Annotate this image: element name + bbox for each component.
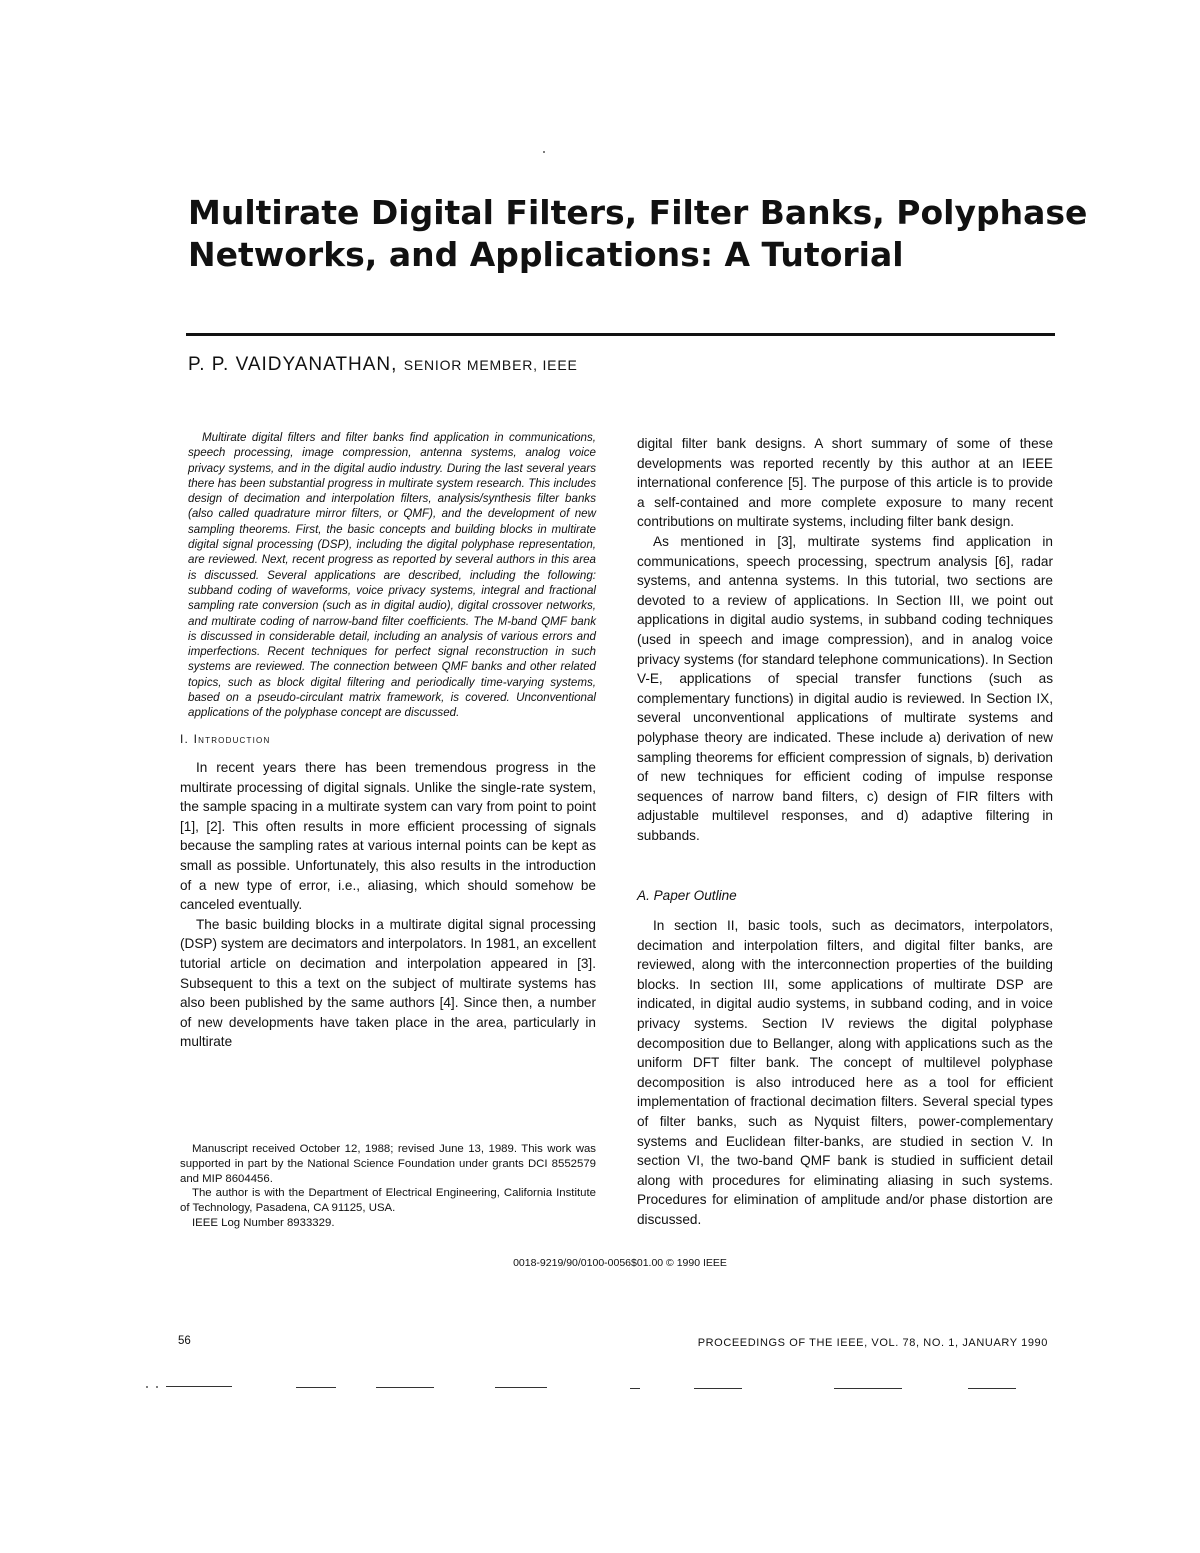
section-heading-introduction: I. Introduction — [180, 732, 271, 746]
author-name: P. P. VAIDYANATHAN, — [188, 354, 398, 375]
scan-speck — [156, 1386, 158, 1388]
scan-dash — [630, 1388, 640, 1389]
running-head: PROCEEDINGS OF THE IEEE, VOL. 78, NO. 1, JANUARY 1990 — [697, 1337, 1048, 1349]
introduction-body — [180, 758, 596, 1052]
scan-dash — [166, 1386, 232, 1387]
paragraph: The basic building blocks in a multirate digital signal processing (DSP) system are decimators and interpolators. In 1981, an excellent tutorial article on decimation and interpolation appeared in [3]. Subsequent to this a text on the subject of multirate systems has also been published by the same authors [4]. Since then, a number of new developments have taken place in the area, particularly in multirate — [180, 916, 596, 1050]
paragraph: digital filter bank designs. A short summary of some of these developments was reported recently by this author at an IEEE international conference [5]. The purpose of this article is to provide a self-contained and more complete exposure to many recent contributions on multirate systems, including filter bank design. — [637, 436, 1053, 530]
scan-dash — [968, 1388, 1016, 1389]
scan-speck — [146, 1386, 148, 1388]
scan-dash — [495, 1387, 547, 1388]
author-grade: SENIOR MEMBER, IEEE — [403, 357, 578, 373]
title-rule — [186, 333, 1055, 336]
paper-outline-body — [637, 916, 1053, 1230]
scan-dash — [694, 1388, 742, 1389]
subsection-heading-paper-outline: A. Paper Outline — [637, 888, 737, 903]
scan-dash — [296, 1387, 336, 1388]
footnote: Manuscript received October 12, 1988; revised June 13, 1989. This work was supported in part by the National Science Foundation under grants DCI 8552579 and MIP 8604456. — [180, 1143, 596, 1185]
paper-title: Multirate Digital Filters, Filter Banks, Polyphase Networks, and Applications: A Tutorial — [188, 193, 1088, 274]
right-column-body — [637, 434, 1053, 845]
copyright-line: 0018-9219/90/0100-0056$01.00 © 1990 IEEE — [513, 1257, 727, 1269]
scan-speck — [543, 151, 545, 153]
paragraph: In section II, basic tools, such as decimators, interpolators, decimation and interpolation filters, and digital filter banks, are reviewed, along with the interconnection properties of the building blocks. In section III, some applications of multirate DSP are indicated, in digital audio systems, in subband coding, and in voice privacy systems. Section IV reviews the digital polyphase decomposition due to Bellanger, along with applications such as the uniform DFT filter bank. The concept of multilevel polyphase decomposition is also introduced here as a tool for efficient implementation of fractional decimation filters. Several special types of filter banks, such as Nyquist filters, power-complementary systems and Euclidean filter-banks, are studied in section V. In section VI, the two-band QMF bank is studied in sufficient detail along with procedures for eliminating aliasing in such systems. Procedures for elimination of amplitude and/or phase distortion are discussed. — [637, 918, 1053, 1227]
scan-dash — [834, 1388, 902, 1389]
abstract: Multirate digital filters and filter banks find application in communications, speech processing, image compression, antenna systems, analog voice privacy systems, and in the digital audio industry. During the last several years there has been substantial progress in multirate system research. This includes design of decimation and interpolation filters, analysis/synthesis filter banks (also called quadrature mirror filters, or QMF), and the development of new sampling theorems. First, the basic concepts and building blocks in multirate digital signal processing (DSP), including the digital polyphase representation, are reviewed. Next, recent progress as reported by several authors in this area is discussed. Several applications are described, including the following: subband coding of waveforms, voice privacy systems, integral and fractional sampling rate conversion (such as in digital audio), digital crossover networks, and multirate coding of narrow-band filter coefficients. The M-band QMF bank is discussed in considerable detail, including an analysis of various errors and imperfections. Recent techniques for perfect signal reconstruction in such systems are reviewed. The connection between QMF banks and other related topics, such as block digital filtering and periodically time-varying systems, based on a pseudo-circulant matrix framework, is covered. Unconventional applications of the polyphase concept are discussed. — [188, 431, 596, 720]
paragraph: In recent years there has been tremendous progress in the multirate processing of digital signals. Unlike the single-rate system, the sample spacing in a multirate system can vary from point to point [1], [2]. This often results in more efficient processing of signals because the sampling rates at various internal points can be kept as small as possible. Unfortunately, this also results in the introduction of a new type of error, i.e., aliasing, which should somehow be canceled eventually. — [180, 760, 596, 913]
footnotes — [180, 1142, 596, 1231]
footnote: The author is with the Department of Electrical Engineering, California Institute of Technology, Pasadena, CA 91125, USA. — [180, 1187, 596, 1215]
paragraph: As mentioned in [3], multirate systems find application in communications, speech processing, spectrum analysis [6], radar systems, and antenna systems. In this tutorial, two sections are devoted to a review of applications. In Section III, we point out applications in digital audio systems, in subband coding techniques (used in speech and image compression), and in analog voice privacy systems (for standard telephone communications). In Section V-E, applications of special transfer functions (such as complementary functions) in digital audio is reviewed. In Section IX, several unconventional applications of multirate systems and polyphase theory are indicated. These include a) derivation of new sampling theorems for efficient compression of signals, b) derivation of new techniques for efficient coding of impulse response sequences of narrow band filters, c) design of FIR filters with adjustable multilevel responses, and d) adaptive filtering in subbands. — [637, 533, 1053, 843]
page-number: 56 — [178, 1335, 191, 1347]
footnote: IEEE Log Number 8933329. — [192, 1216, 335, 1229]
author-line — [188, 354, 578, 376]
scan-dash — [376, 1387, 434, 1388]
